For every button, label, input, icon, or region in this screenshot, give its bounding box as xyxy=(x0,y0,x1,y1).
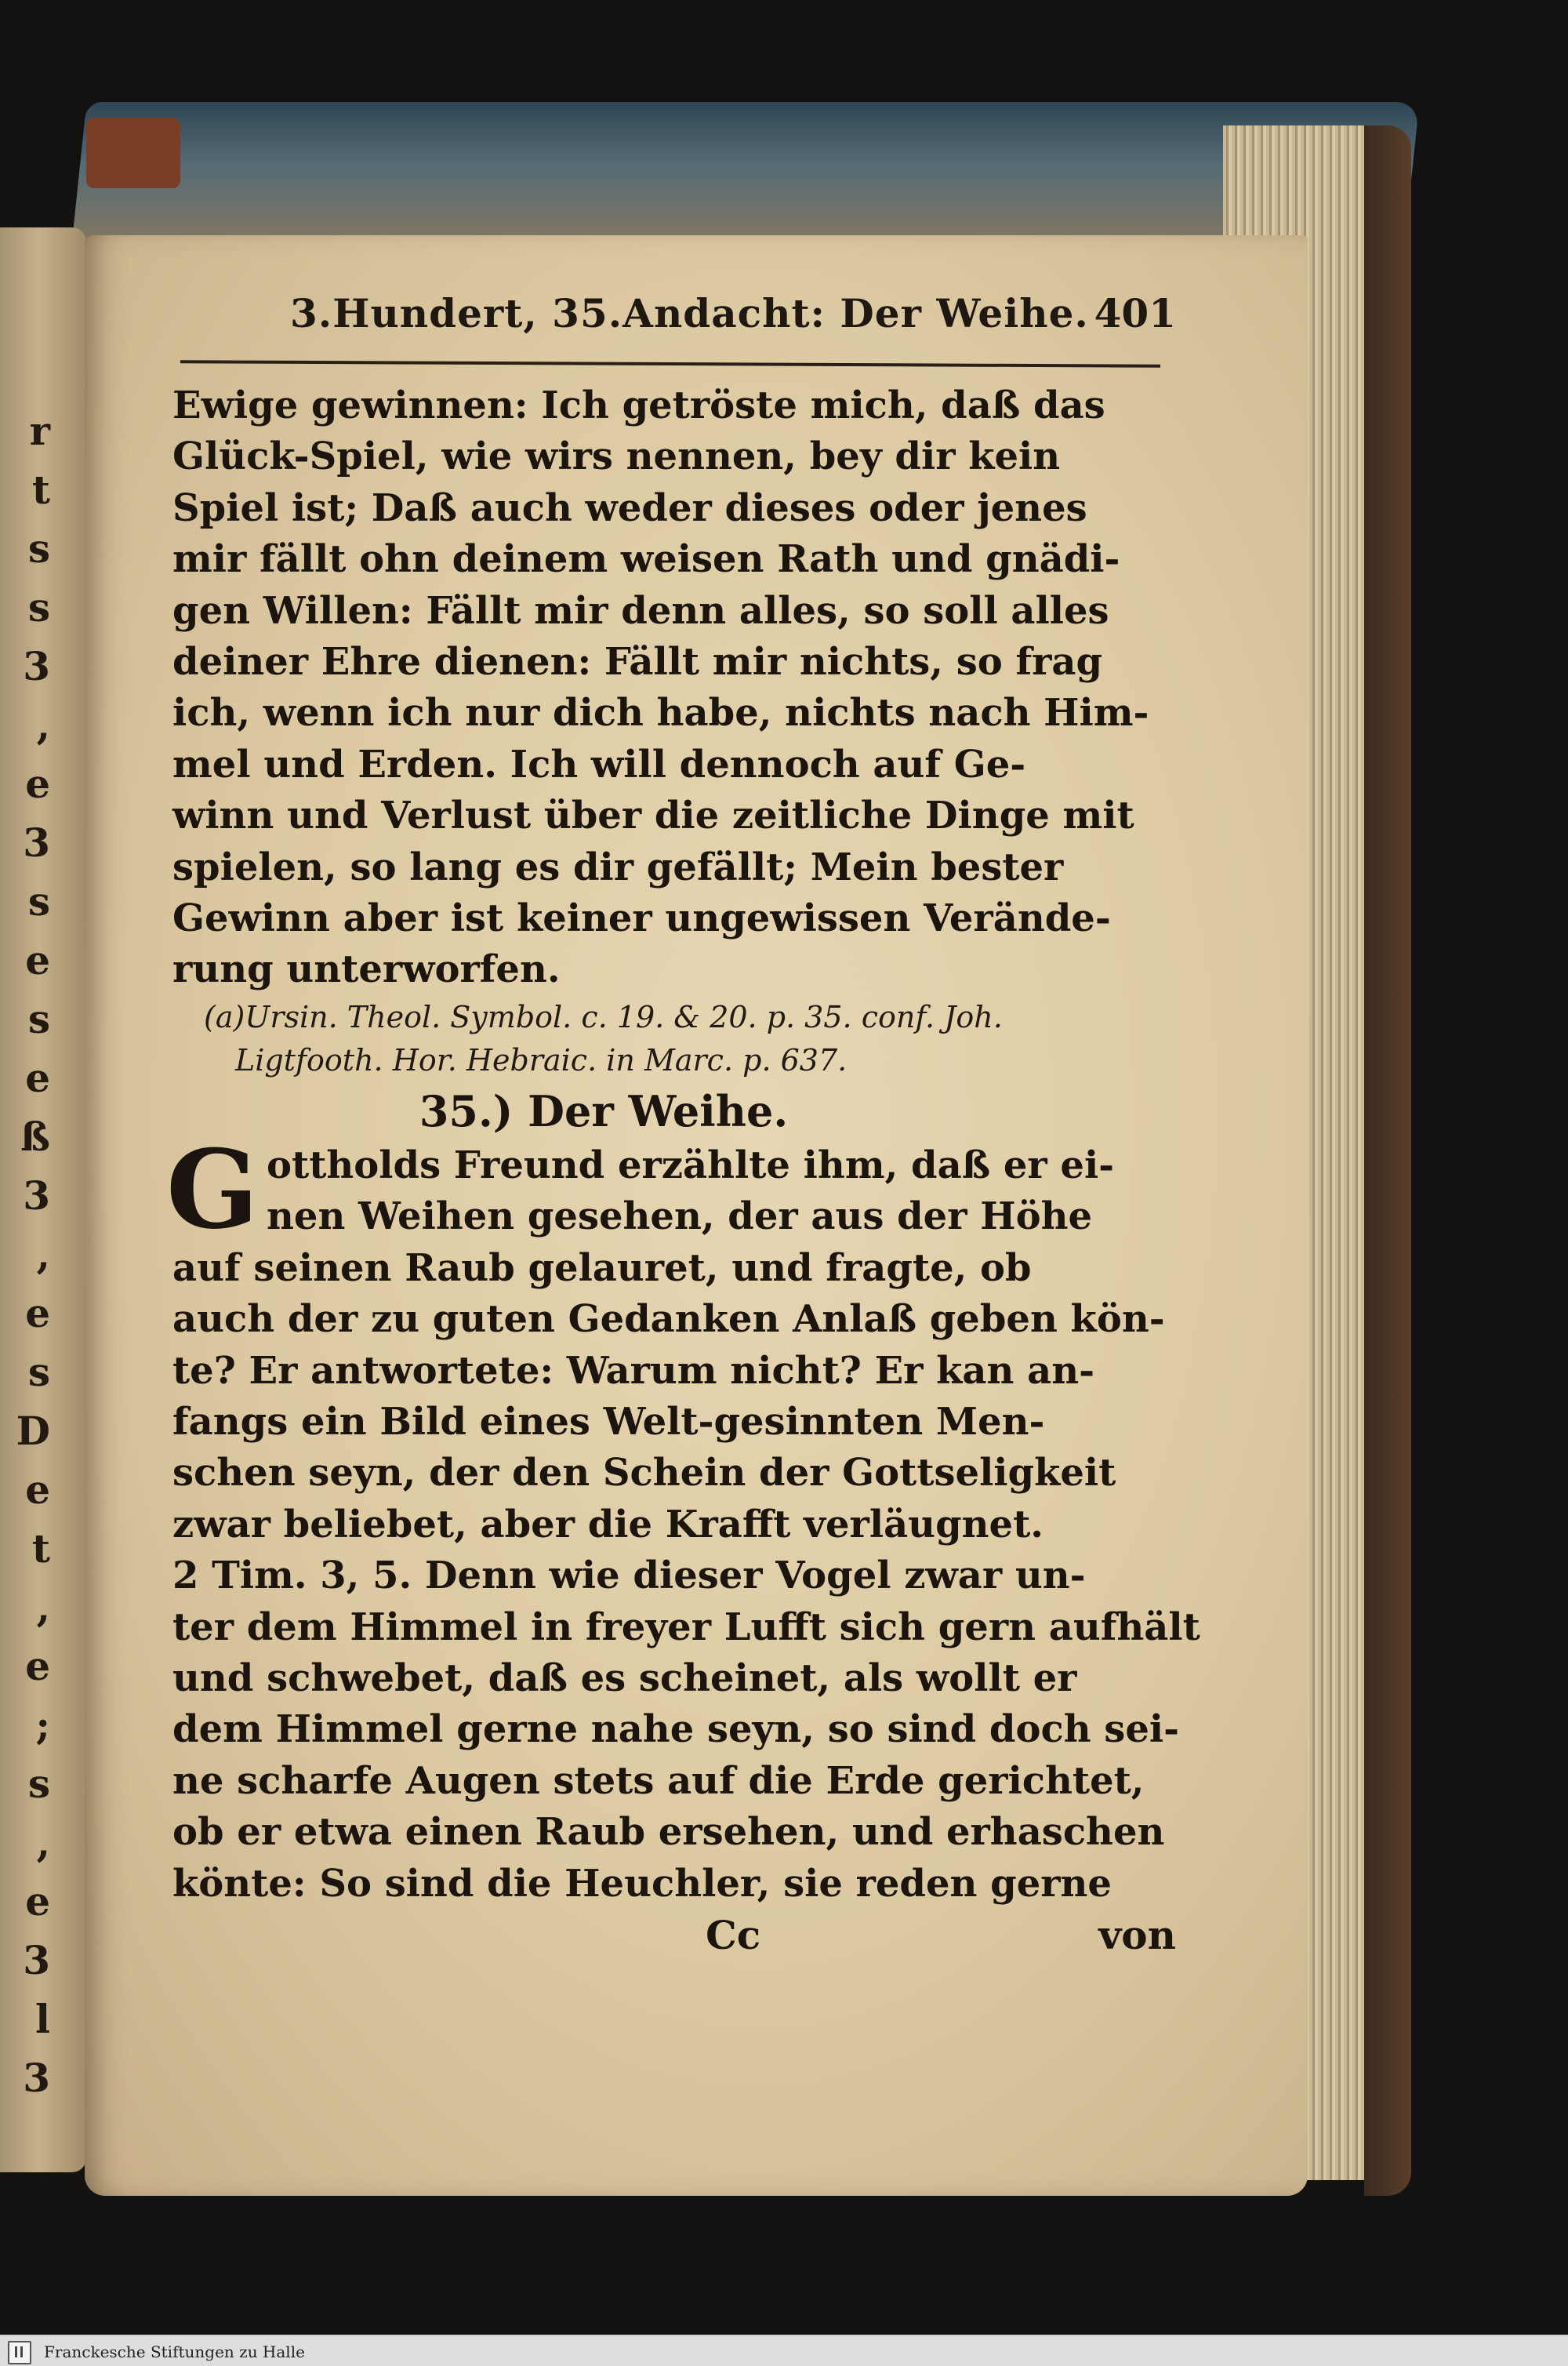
facing-page-letter: e xyxy=(25,1290,50,1336)
text-line: und schwebet, daß es scheinet, als wollt er xyxy=(172,1655,1077,1700)
paragraph-prayer-end xyxy=(172,380,1176,996)
text-line: dem Himmel gerne nahe seyn, so sind doch sei- xyxy=(172,1707,1180,1752)
facing-page-letter: 3 xyxy=(23,820,50,866)
section-title: 35.) Der Weihe. xyxy=(419,1085,789,1136)
facing-page-letter: ß xyxy=(20,1114,50,1160)
institution-logo-icon xyxy=(8,2341,31,2364)
text-line: könte: So sind die Heuchler, sie reden gerne xyxy=(172,1861,1112,1906)
text-line: ne scharfe Augen stets auf die Erde gerichtet, xyxy=(172,1758,1145,1803)
leather-binding-corner xyxy=(86,118,180,188)
facing-page-letter: , xyxy=(36,1584,50,1630)
dropcap-line-2 xyxy=(172,1191,1176,1242)
text-line: ter dem Himmel in freyer Lufft sich gern aufhält xyxy=(172,1605,1200,1649)
facing-page-edge xyxy=(0,227,86,2172)
facing-page-letter: e xyxy=(25,1643,50,1689)
text-line: Glück-Spiel, wie wirs nennen, bey dir kein xyxy=(172,434,1061,479)
text-line: fangs ein Bild eines Welt-gesinnten Men- xyxy=(172,1399,1045,1444)
facing-page-letter: 3 xyxy=(23,643,50,689)
facing-page-letter: r xyxy=(29,408,50,454)
signature-mark: Cc xyxy=(706,1911,761,1958)
dropcap-letter: G xyxy=(166,1125,259,1253)
text-line: zwar beliebet, aber die Krafft verläugnet. xyxy=(172,1502,1044,1546)
facing-page-letter: e xyxy=(25,1055,50,1101)
footer-credit: Franckesche Stiftungen zu Halle xyxy=(44,2342,305,2361)
footnote xyxy=(172,996,1176,1082)
facing-page-letter: e xyxy=(25,1466,50,1513)
text-line: spielen, so lang es dir gefällt; Mein bester xyxy=(172,845,1064,889)
facing-page-letter: e xyxy=(25,1878,50,1924)
text-line: nen Weihen gesehen, der aus der Höhe xyxy=(267,1194,1093,1239)
facing-page-letter: s xyxy=(27,1761,50,1807)
book-cover-edge xyxy=(1364,125,1411,2196)
facing-page-letter: 3 xyxy=(23,1172,50,1219)
facing-page-letter: t xyxy=(31,1525,50,1572)
facing-page-letter: ; xyxy=(35,1702,50,1748)
footnote-line: (a)Ursin. Theol. Symbol. c. 19. & 20. p. 35. conf. Joh. xyxy=(204,999,1003,1034)
facing-page-letter: s xyxy=(27,1349,50,1395)
facing-page-letter: s xyxy=(27,996,50,1042)
signature-line xyxy=(172,1910,1176,1964)
text-line: rung unterworfen. xyxy=(172,947,561,992)
page-number: 401 xyxy=(1094,290,1176,336)
facing-page-letters xyxy=(0,227,55,2172)
text-line: ich, wenn ich nur dich habe, nichts nach Him- xyxy=(172,691,1149,736)
text-line: winn und Verlust über die zeitliche Dinge mit xyxy=(172,794,1134,838)
body-text xyxy=(166,380,1200,1964)
text-line: auf seinen Raub gelauret, und fragte, ob xyxy=(172,1245,1032,1290)
text-line: te? Er antwortete: Warum nicht? Er kan an- xyxy=(172,1348,1095,1393)
text-line: deiner Ehre dienen: Fällt mir nichts, so frag xyxy=(172,640,1103,685)
facing-page-letter: , xyxy=(36,702,50,748)
facing-page-letter: 3 xyxy=(23,1937,50,1983)
text-line: ob er etwa einen Raub ersehen, und erhaschen xyxy=(172,1810,1165,1855)
text-line: Spiel ist; Daß auch weder dieses oder jenes xyxy=(172,485,1087,530)
facing-page-letter: e xyxy=(25,761,50,807)
text-line: mel und Erden. Ich will dennoch auf Ge- xyxy=(172,742,1026,787)
page-header xyxy=(204,290,1176,353)
text-line: Ewige gewinnen: Ich getröste mich, daß das xyxy=(172,383,1105,427)
facing-page-letter: s xyxy=(27,525,50,572)
running-head: 3.Hundert, 35.Andacht: Der Weihe. xyxy=(290,290,1089,336)
facing-page-letter: s xyxy=(27,878,50,925)
facing-page-letter: l xyxy=(35,1996,50,2042)
footnote-line: Ligtfooth. Hor. Hebraic. in Marc. p. 637. xyxy=(235,1042,848,1078)
facing-page-letter: , xyxy=(36,1231,50,1277)
facing-page-letter: 3 xyxy=(23,2055,50,2101)
paragraph-weihe xyxy=(172,1243,1200,1910)
text-line: schen seyn, der den Schein der Gottseligkeit xyxy=(172,1451,1116,1496)
facing-page-letter: t xyxy=(31,467,50,513)
text-line: auch der zu guten Gedanken Anlaß geben kön- xyxy=(172,1297,1165,1342)
facing-page-letter: , xyxy=(36,1819,50,1866)
facing-page-letter: s xyxy=(27,584,50,631)
facing-page-letter: D xyxy=(16,1408,50,1454)
text-line: 2 Tim. 3, 5. Denn wie dieser Vogel zwar un- xyxy=(172,1554,1086,1598)
text-line: ottholds Freund erzählte ihm, daß er ei- xyxy=(267,1143,1115,1187)
footer-bar xyxy=(0,2335,1568,2366)
text-line: Gewinn aber ist keiner ungewissen Verände- xyxy=(172,896,1111,941)
catchword: von xyxy=(1098,1911,1176,1958)
text-line: gen Willen: Fällt mir denn alles, so soll alles xyxy=(172,588,1109,633)
text-line: mir fällt ohn deinem weisen Rath und gnädi- xyxy=(172,537,1120,582)
facing-page-letter: e xyxy=(25,937,50,983)
